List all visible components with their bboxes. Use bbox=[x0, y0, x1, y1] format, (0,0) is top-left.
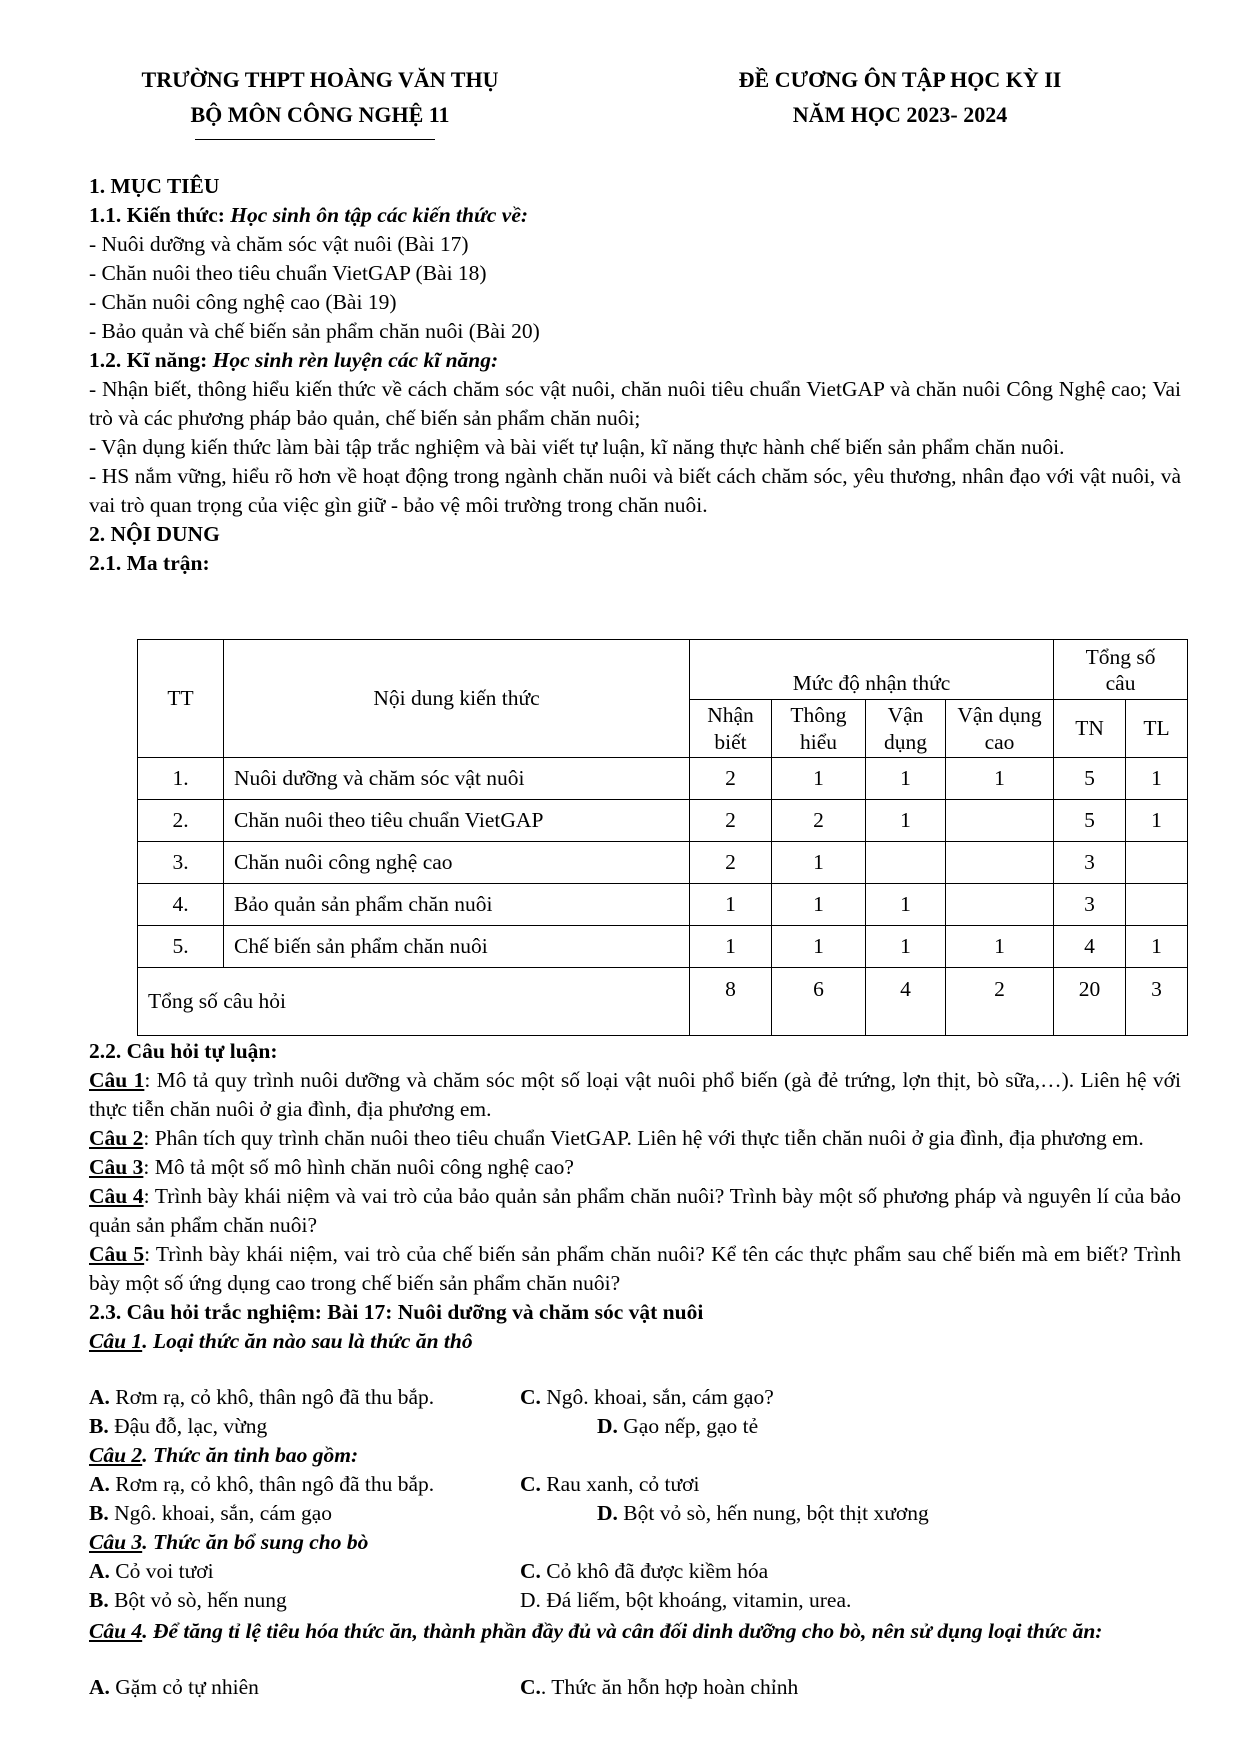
school-name: TRƯỜNG THPT HOÀNG VĂN THỤ bbox=[141, 67, 499, 92]
mc-heading: 2.3. Câu hỏi trắc nghiệm: Bài 17: Nuôi dưỡng và chăm sóc vật nuôi bbox=[89, 1300, 704, 1324]
table-cell: 1 bbox=[690, 926, 772, 968]
table-cell: 1 bbox=[1126, 758, 1188, 800]
table-cell: 2 bbox=[772, 800, 866, 842]
table-cell bbox=[1126, 884, 1188, 926]
header-cell: Vận dụng cao bbox=[946, 700, 1054, 758]
mc-question: Câu 4. Để tăng tỉ lệ tiêu hóa thức ăn, thành phần đầy đủ và cân đối dinh dưỡng cho bò, nên sử dụng loại thức ăn: bbox=[89, 1619, 1103, 1643]
table-cell: 2 bbox=[690, 800, 772, 842]
table-cell: 4 bbox=[866, 968, 946, 1036]
table-cell: 1 bbox=[772, 926, 866, 968]
table-cell: 5. bbox=[138, 926, 224, 968]
table-cell: 1 bbox=[772, 884, 866, 926]
mc-option: B. Bột vỏ sò, hến nung bbox=[89, 1588, 287, 1612]
header-cell: Mức độ nhận thức bbox=[690, 640, 1054, 700]
table-cell: 4. bbox=[138, 884, 224, 926]
table-cell: 3 bbox=[1054, 842, 1126, 884]
table-cell: 6 bbox=[772, 968, 866, 1036]
skills-item: - HS nắm vững, hiểu rõ hơn về hoạt động trong ngành chăn nuôi và biết cách chăm sóc, yêu thương, nhân đạo với vật nuôi, và vai trò quan trọng của việc gìn giữ - bảo vệ môi trường trong chăn nuôi. bbox=[89, 464, 1181, 517]
essay-heading: 2.2. Câu hỏi tự luận: bbox=[89, 1039, 278, 1063]
table-cell bbox=[946, 884, 1054, 926]
mc-option: D. Gạo nếp, gạo tẻ bbox=[597, 1414, 759, 1438]
section-heading: 2. NỘI DUNG bbox=[89, 522, 220, 546]
table-row bbox=[138, 758, 1188, 800]
table-row bbox=[138, 884, 1188, 926]
table-cell: 1 bbox=[946, 926, 1054, 968]
knowledge-item: - Nuôi dưỡng và chăm sóc vật nuôi (Bài 17) bbox=[89, 232, 469, 256]
essay-section bbox=[89, 1037, 1181, 1356]
mc-option: A. Rơm rạ, cỏ khô, thân ngô đã thu bắp. bbox=[89, 1472, 435, 1496]
table-cell: 5 bbox=[1054, 800, 1126, 842]
mc-option: A. Rơm rạ, cỏ khô, thân ngô đã thu bắp. bbox=[89, 1385, 435, 1409]
mc-option: D. Bột vỏ sò, hến nung, bột thịt xương bbox=[597, 1501, 929, 1525]
section-heading: 1. MỤC TIÊU bbox=[89, 174, 220, 198]
table-row bbox=[138, 926, 1188, 968]
mc-option: A. Cỏ voi tươi bbox=[89, 1559, 214, 1583]
table-cell: Bảo quản sản phẩm chăn nuôi bbox=[224, 884, 690, 926]
knowledge-heading: 1.1. Kiến thức: Học sinh ôn tập các kiến thức về: bbox=[89, 203, 529, 227]
mc-question: Câu 3. Thức ăn bổ sung cho bò bbox=[89, 1530, 369, 1554]
mc-option: B. Ngô. khoai, sắn, cám gạo bbox=[89, 1501, 333, 1525]
document-title: ĐỀ CƯƠNG ÔN TẬP HỌC KỲ II bbox=[738, 67, 1062, 92]
mc-option: C.. Thức ăn hỗn hợp hoàn chỉnh bbox=[520, 1675, 799, 1699]
table-cell bbox=[866, 842, 946, 884]
table-cell bbox=[1126, 842, 1188, 884]
header-cell: Nhận biết bbox=[690, 700, 772, 758]
header-cell: TL bbox=[1126, 700, 1188, 758]
school-year: NĂM HỌC 2023- 2024 bbox=[792, 102, 1008, 127]
skills-item: - Nhận biết, thông hiểu kiến thức về cách chăm sóc vật nuôi, chăn nuôi tiêu chuẩn VietGAP và chăn nuôi Công Nghệ cao; Vai trò và các phương pháp bảo quản, chế biến sản phẩm chăn nuôi; bbox=[89, 377, 1181, 430]
table-cell: 2 bbox=[690, 842, 772, 884]
table-cell: 1 bbox=[1126, 926, 1188, 968]
table-row bbox=[138, 800, 1188, 842]
header-cell: Nội dung kiến thức bbox=[224, 640, 690, 758]
mc-option: C. Cỏ khô đã được kiềm hóa bbox=[520, 1559, 769, 1583]
essay-question: Câu 5: Trình bày khái niệm, vai trò của chế biến sản phẩm chăn nuôi? Kể tên các thực phẩm sau chế biến mà em biết? Trình bày một số ứng dụng cao trong chế biến sản phẩm chăn nuôi? bbox=[89, 1242, 1182, 1295]
table-cell: 8 bbox=[690, 968, 772, 1036]
mc-question: Câu 1. Loại thức ăn nào sau là thức ăn thô bbox=[89, 1329, 473, 1353]
table-cell: 1 bbox=[946, 758, 1054, 800]
table-cell: 2 bbox=[946, 968, 1054, 1036]
table-cell: 2 bbox=[690, 758, 772, 800]
table-total-row bbox=[138, 968, 1188, 1036]
knowledge-matrix-table bbox=[137, 639, 1188, 1036]
knowledge-item: - Chăn nuôi theo tiêu chuẩn VietGAP (Bài 18) bbox=[89, 261, 487, 285]
knowledge-item: - Chăn nuôi công nghệ cao (Bài 19) bbox=[89, 290, 397, 314]
table-header-row bbox=[138, 640, 1188, 700]
table-cell: Chăn nuôi công nghệ cao bbox=[224, 842, 690, 884]
knowledge-item: - Bảo quản và chế biến sản phẩm chăn nuôi (Bài 20) bbox=[89, 319, 540, 343]
mc-option: C. Rau xanh, cỏ tươi bbox=[520, 1472, 700, 1496]
table-cell: 1 bbox=[772, 842, 866, 884]
table-cell: 1 bbox=[866, 758, 946, 800]
table-cell bbox=[946, 842, 1054, 884]
essay-question: Câu 4: Trình bày khái niệm và vai trò của bảo quản sản phẩm chăn nuôi? Trình bày một số phương pháp và nguyên lí của bảo quản sản phẩm chăn nuôi? bbox=[89, 1184, 1181, 1237]
header-cell: Thông hiểu bbox=[772, 700, 866, 758]
table-cell bbox=[946, 800, 1054, 842]
table-cell: 3 bbox=[1054, 884, 1126, 926]
mc-option: D. Đá liếm, bột khoáng, vitamin, urea. bbox=[520, 1588, 852, 1612]
department-name: BỘ MÔN CÔNG NGHỆ 11 bbox=[190, 102, 450, 127]
mc-option: B. Đậu đỗ, lạc, vừng bbox=[89, 1414, 268, 1438]
essay-question: Câu 3: Mô tả một số mô hình chăn nuôi công nghệ cao? bbox=[89, 1155, 574, 1179]
table-cell: 1. bbox=[138, 758, 224, 800]
table-cell: Nuôi dưỡng và chăm sóc vật nuôi bbox=[224, 758, 690, 800]
table-cell: Chế biến sản phẩm chăn nuôi bbox=[224, 926, 690, 968]
table-cell: 20 bbox=[1054, 968, 1126, 1036]
table-cell: 1 bbox=[1126, 800, 1188, 842]
table-cell: 3 bbox=[1126, 968, 1188, 1036]
skills-item: - Vận dụng kiến thức làm bài tập trắc nghiệm và bài viết tự luận, kĩ năng thực hành chế biến sản phẩm chăn nuôi. bbox=[89, 435, 1065, 459]
table-cell: 1 bbox=[866, 884, 946, 926]
skills-heading: 1.2. Kĩ năng: Học sinh rèn luyện các kĩ năng: bbox=[89, 348, 499, 372]
table-cell: 1 bbox=[772, 758, 866, 800]
mc-option: C. Ngô. khoai, sắn, cám gạo? bbox=[520, 1385, 774, 1409]
mc-question: Câu 2. Thức ăn tinh bao gồm: bbox=[89, 1443, 359, 1467]
matrix-heading: 2.1. Ma trận: bbox=[89, 551, 210, 575]
table-cell: 3. bbox=[138, 842, 224, 884]
table-cell: 4 bbox=[1054, 926, 1126, 968]
header-divider bbox=[195, 139, 435, 140]
essay-question: Câu 2: Phân tích quy trình chăn nuôi theo tiêu chuẩn VietGAP. Liên hệ với thực tiễn chăn nuôi ở gia đình, địa phương em. bbox=[89, 1126, 1144, 1150]
table-row bbox=[138, 842, 1188, 884]
table-cell: Tổng số câu hỏi bbox=[138, 968, 690, 1036]
table-cell: 5 bbox=[1054, 758, 1126, 800]
header-cell: Tổng số câu bbox=[1054, 640, 1188, 700]
table-cell: Chăn nuôi theo tiêu chuẩn VietGAP bbox=[224, 800, 690, 842]
section-objectives bbox=[89, 172, 1181, 578]
table-cell: 1 bbox=[690, 884, 772, 926]
table-cell: 2. bbox=[138, 800, 224, 842]
essay-question: Câu 1: Mô tả quy trình nuôi dưỡng và chăm sóc một số loại vật nuôi phổ biến (gà đẻ trứng, lợn thịt, bò sữa,…). Liên hệ với thực tiễn chăn nuôi ở gia đình, địa phương em. bbox=[89, 1068, 1181, 1121]
header-cell: Vận dụng bbox=[866, 700, 946, 758]
table-cell: 1 bbox=[866, 926, 946, 968]
header-cell: TN bbox=[1054, 700, 1126, 758]
header-cell: TT bbox=[138, 640, 224, 758]
mc-option: A. Gặm cỏ tự nhiên bbox=[89, 1675, 259, 1699]
table-cell: 1 bbox=[866, 800, 946, 842]
